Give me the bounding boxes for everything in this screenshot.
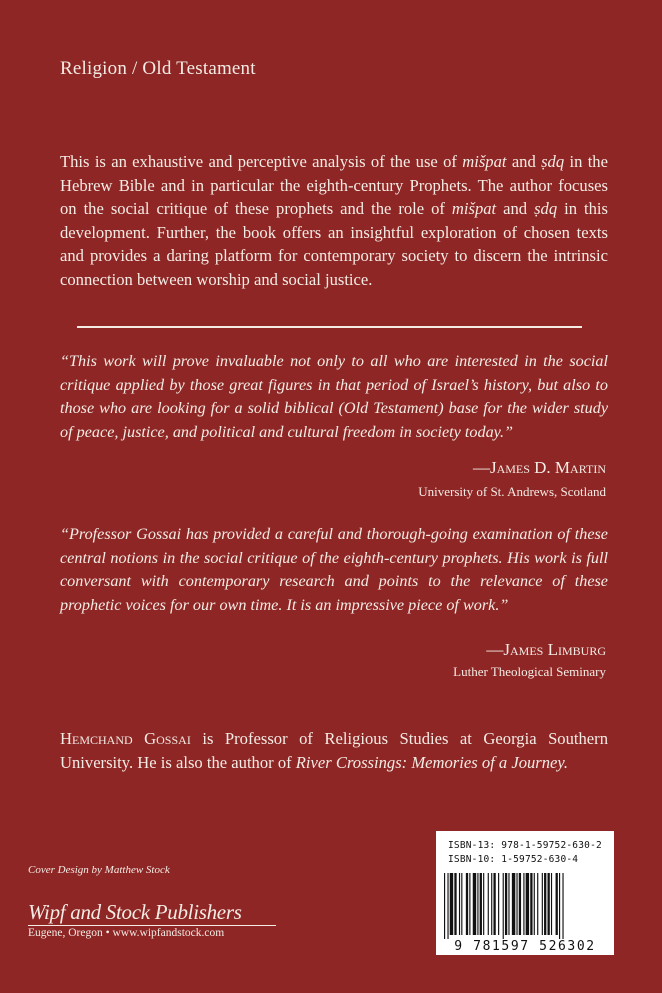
barcode-digits: 9 781597 526302: [454, 939, 596, 954]
author-bio: [60, 727, 608, 774]
publisher-rule: [28, 925, 276, 926]
bio-text: is Professor of Religious Studies at Georgia Southern University. He is also the author of: [60, 729, 608, 772]
endorser-name: [486, 640, 606, 660]
name-dash: —: [472, 458, 490, 477]
barcode-bars: [442, 873, 608, 939]
publisher-location: Eugene, Oregon • www.wipfandstock.com: [28, 927, 225, 939]
endorser-name-text: James Limburg: [503, 640, 606, 659]
endorser-affiliation: University of St. Andrews, Scotland: [418, 484, 606, 499]
description-text: and: [506, 152, 542, 171]
category-label: Religion / Old Testament: [60, 58, 256, 79]
book-description: [60, 150, 608, 292]
cover-design-credit: Cover Design by Matthew Stock: [28, 864, 170, 876]
endorser-name: [473, 458, 606, 478]
description-text: and: [496, 199, 535, 219]
term-mispat: mišpat: [451, 199, 497, 219]
term-mispat: mišpat: [462, 152, 507, 171]
endorsement-quote: “Professor Gossai has provided a careful and thorough-going examination of these central notions in the social critique of the eighth-century prophets. His work is full conversant with contemporary research and points to the relevance of these prophetic voices for our own time. It is an impressive piece of work.”: [60, 525, 608, 614]
isbn13-label: ISBN-13: 978-1-59752-630-2: [448, 840, 602, 851]
term-sdq: ṣdq: [534, 199, 558, 219]
endorsement-quote: “This work will prove invaluable not only to all who are interested in the social critique applied by those great figures in that period of Israel’s history, but also to those who are looking for a solid biblical (Old Testament) base for the wider study of peace, justice, and political and cultural freedom in society today.”: [60, 352, 608, 441]
term-sdq: ṣdq: [541, 152, 565, 171]
author-name: Hemchand Gossai: [60, 729, 191, 748]
name-dash: —: [486, 640, 504, 659]
publisher-logo: Wipf and Stock Publishers: [28, 900, 242, 924]
endorser-name-text: James D. Martin: [489, 458, 606, 477]
isbn10-label: ISBN-10: 1-59752-630-4: [448, 854, 579, 865]
description-text: in this development. Further, the book offers an insightful exploration of chosen texts and provides a daring platform for contemporary society to discern the intrinsic connection between worship and social justice.: [60, 199, 608, 289]
endorser-affiliation: Luther Theological Seminary: [453, 664, 606, 679]
book-title: River Crossings: Memories of a Journey.: [295, 752, 569, 772]
description-text: This is an exhaustive and perceptive analysis of the use of: [60, 152, 463, 171]
isbn-barcode: [436, 831, 614, 955]
section-divider: [77, 326, 582, 328]
description-text: in the Hebrew Bible and in particular the eighth-century Prophets. The author focuses on the social critique of these prophets and the role of: [60, 152, 608, 219]
